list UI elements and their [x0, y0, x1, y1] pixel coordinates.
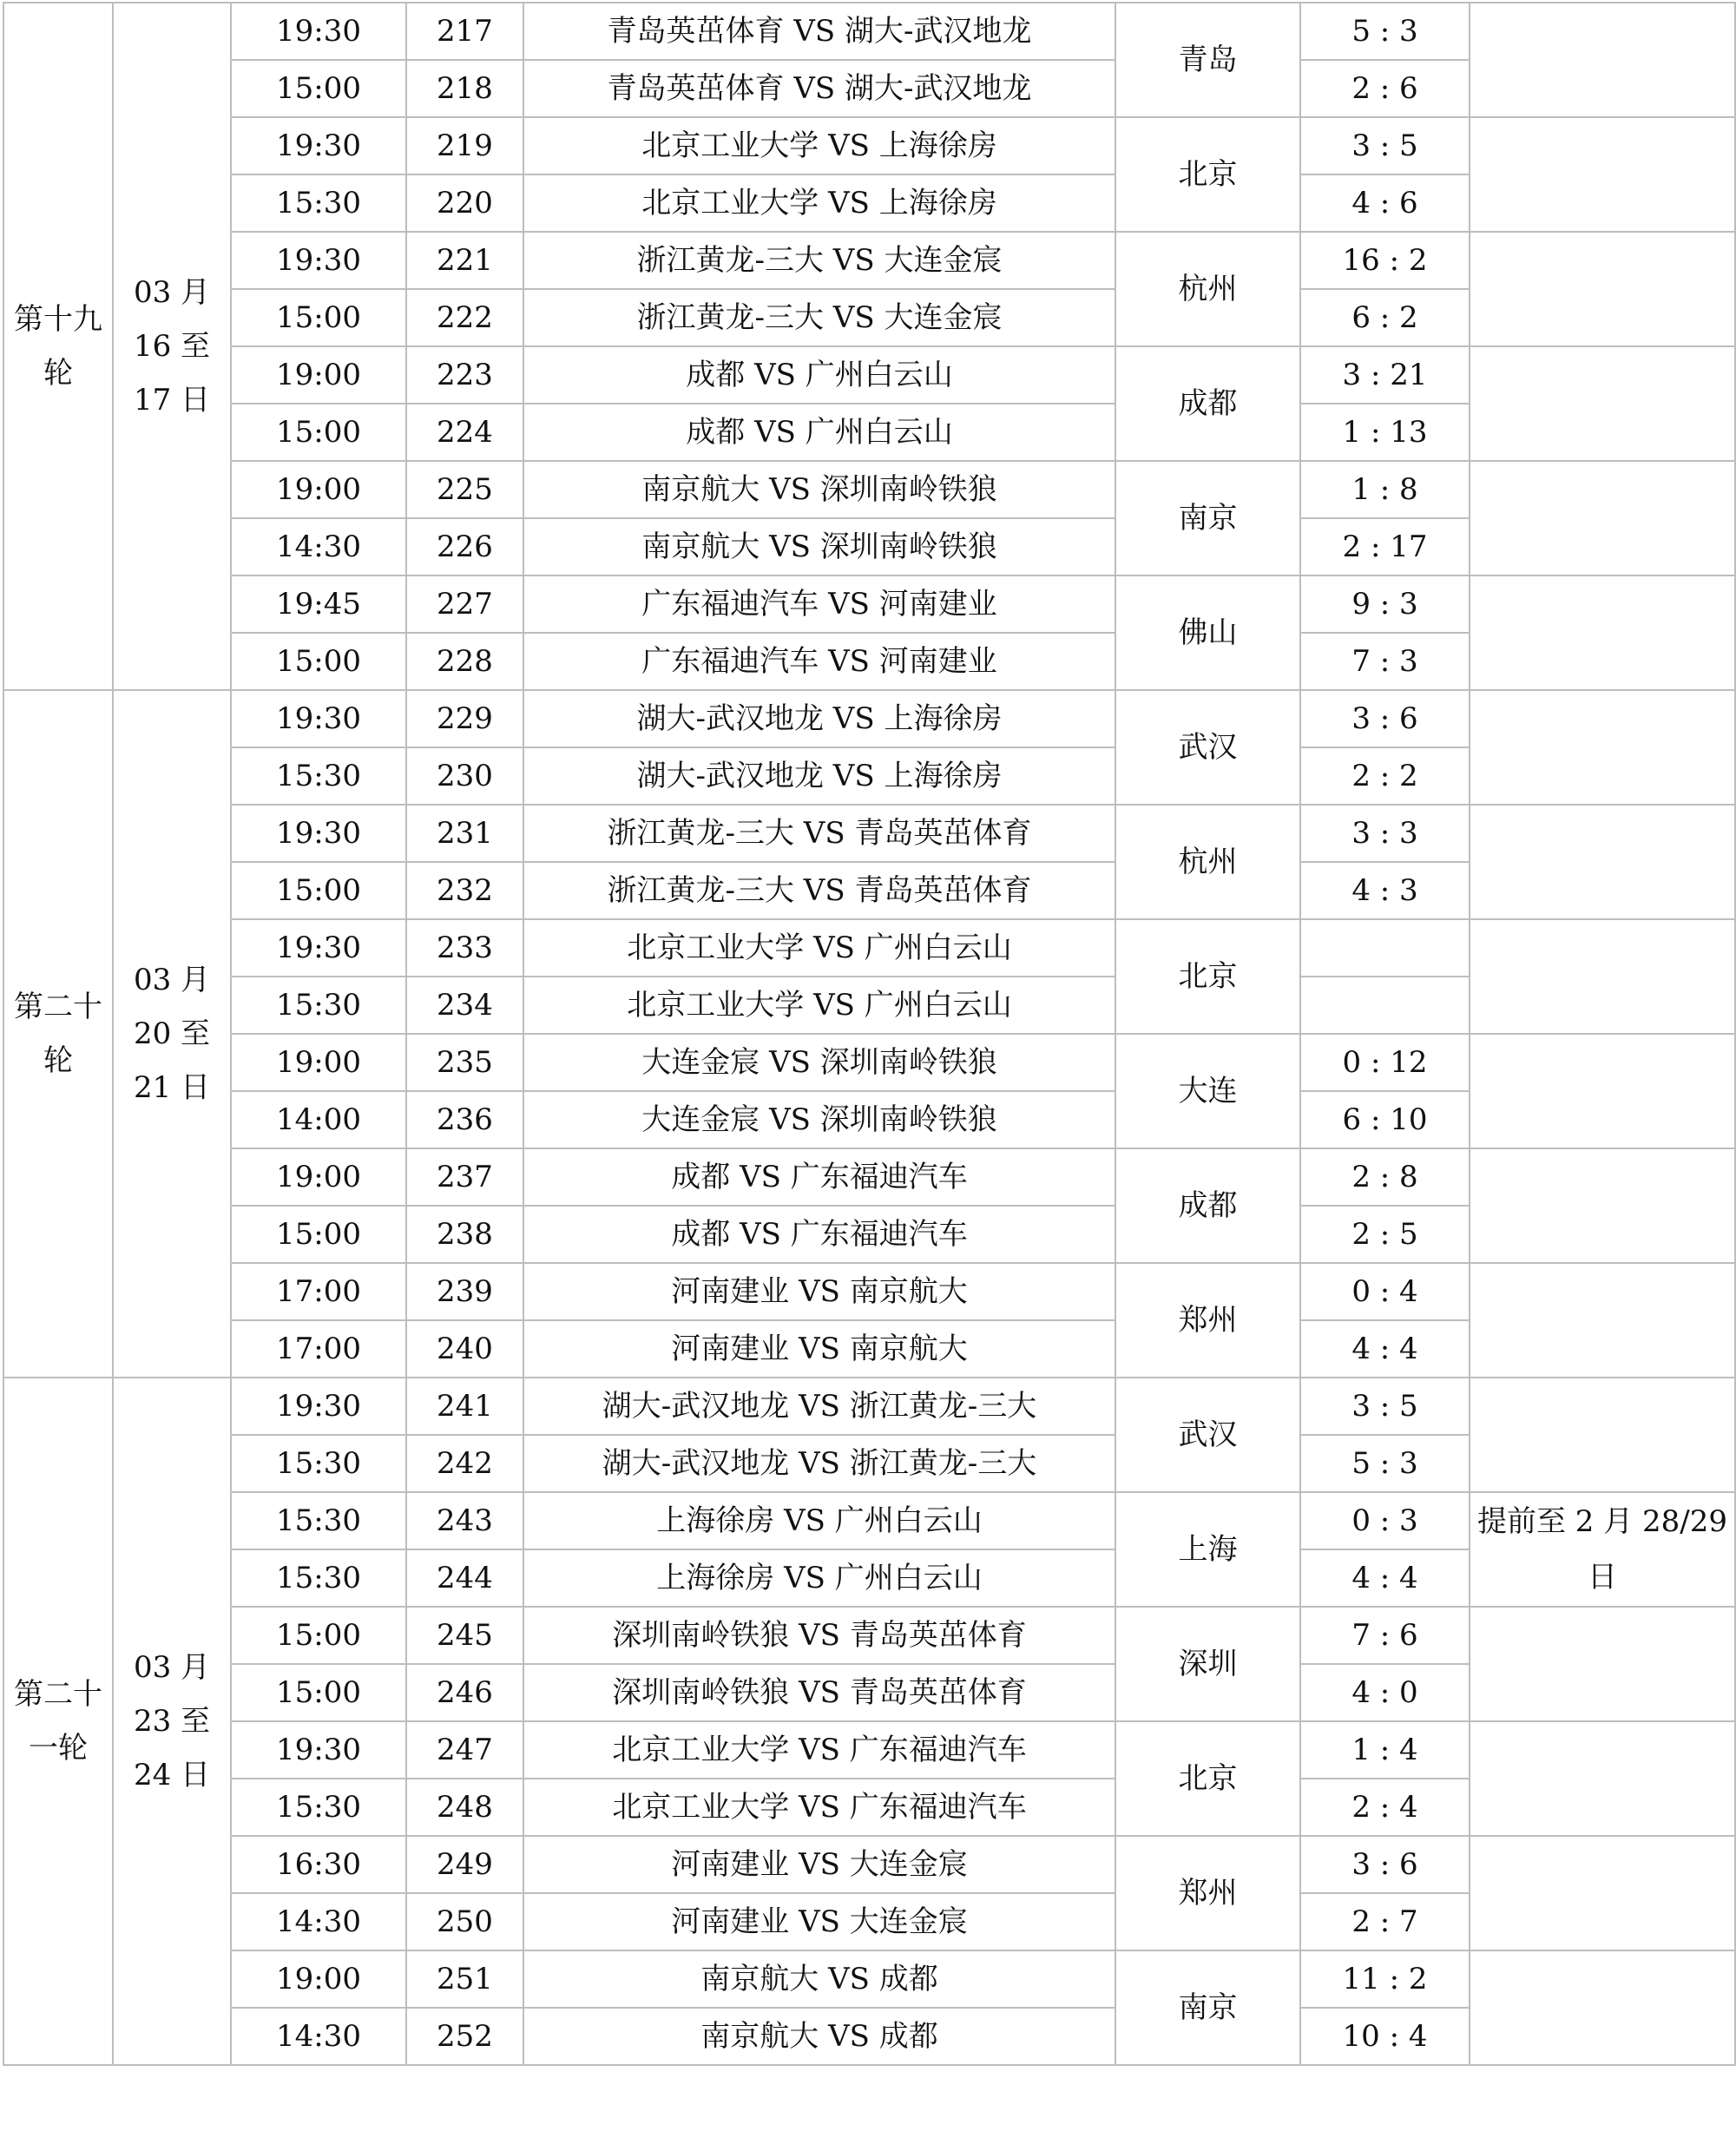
- matchup: 广东福迪汽车 VS 河南建业: [524, 634, 1116, 691]
- match-number: 219: [407, 118, 524, 175]
- matchup: 广东福迪汽车 VS 河南建业: [524, 576, 1116, 634]
- match-number: 249: [407, 1837, 524, 1894]
- matchup: 河南建业 VS 大连金宸: [524, 1837, 1116, 1894]
- venue: 佛山: [1116, 576, 1301, 691]
- score: 7 : 6: [1301, 1608, 1470, 1665]
- matchup: 北京工业大学 VS 上海徐房: [524, 118, 1116, 175]
- score: [1301, 920, 1470, 977]
- score: 5 : 3: [1301, 3, 1470, 61]
- match-time: 19:30: [232, 691, 407, 748]
- match-time: 15:00: [232, 404, 407, 462]
- score: 4 : 0: [1301, 1665, 1470, 1722]
- matchup: 深圳南岭铁狼 VS 青岛英茁体育: [524, 1665, 1116, 1722]
- matchup: 成都 VS 广东福迪汽车: [524, 1207, 1116, 1264]
- score: 6 : 2: [1301, 290, 1470, 347]
- score: 4 : 4: [1301, 1321, 1470, 1378]
- table-row: [4, 3, 1736, 61]
- match-number: 242: [407, 1436, 524, 1493]
- matchup: 湖大-武汉地龙 VS 上海徐房: [524, 691, 1116, 748]
- score: 2 : 7: [1301, 1894, 1470, 1951]
- round-label: 第十九轮: [4, 3, 114, 691]
- table-row: [4, 1951, 1736, 2009]
- matchup: 河南建业 VS 大连金宸: [524, 1894, 1116, 1951]
- match-time: 19:30: [232, 3, 407, 61]
- note: [1470, 1722, 1736, 1837]
- venue: 郑州: [1116, 1264, 1301, 1378]
- match-time: 19:00: [232, 1035, 407, 1092]
- score: 2 : 6: [1301, 61, 1470, 118]
- match-time: 19:30: [232, 806, 407, 863]
- match-time: 15:30: [232, 175, 407, 233]
- match-time: 19:00: [232, 462, 407, 519]
- matchup: 北京工业大学 VS 上海徐房: [524, 175, 1116, 233]
- score: 4 : 4: [1301, 1550, 1470, 1608]
- table-row: [4, 1493, 1736, 1550]
- matchup: 大连金宸 VS 深圳南岭铁狼: [524, 1035, 1116, 1092]
- match-time: 15:00: [232, 1608, 407, 1665]
- match-time: 15:30: [232, 1779, 407, 1837]
- score: 2 : 4: [1301, 1779, 1470, 1837]
- match-time: 19:30: [232, 1378, 407, 1436]
- match-time: 14:30: [232, 2009, 407, 2066]
- match-time: 17:00: [232, 1264, 407, 1321]
- match-time: 19:45: [232, 576, 407, 634]
- round-dates: 03 月 20 至 21 日: [114, 691, 232, 1378]
- score: 3 : 6: [1301, 691, 1470, 748]
- matchup: 浙江黄龙-三大 VS 大连金宸: [524, 233, 1116, 290]
- matchup: 湖大-武汉地龙 VS 上海徐房: [524, 748, 1116, 806]
- table-row: [4, 347, 1736, 404]
- match-time: 19:00: [232, 1149, 407, 1207]
- match-number: 241: [407, 1378, 524, 1436]
- match-number: 234: [407, 977, 524, 1035]
- match-number: 217: [407, 3, 524, 61]
- match-number: 236: [407, 1092, 524, 1149]
- note: [1470, 691, 1736, 806]
- match-number: 226: [407, 519, 524, 576]
- note: [1470, 1378, 1736, 1493]
- score: 0 : 3: [1301, 1493, 1470, 1550]
- match-time: 15:30: [232, 1550, 407, 1608]
- note: [1470, 576, 1736, 691]
- match-number: 238: [407, 1207, 524, 1264]
- match-time: 15:30: [232, 977, 407, 1035]
- matchup: 湖大-武汉地龙 VS 浙江黄龙-三大: [524, 1436, 1116, 1493]
- note: [1470, 1035, 1736, 1149]
- venue: 上海: [1116, 1493, 1301, 1608]
- match-time: 14:30: [232, 519, 407, 576]
- score: 3 : 21: [1301, 347, 1470, 404]
- note: [1470, 1264, 1736, 1378]
- table-row: [4, 806, 1736, 863]
- venue: 大连: [1116, 1035, 1301, 1149]
- match-number: 251: [407, 1951, 524, 2009]
- note: [1470, 1608, 1736, 1722]
- note: [1470, 3, 1736, 118]
- note: [1470, 118, 1736, 233]
- match-number: 245: [407, 1608, 524, 1665]
- match-number: 229: [407, 691, 524, 748]
- match-number: 218: [407, 61, 524, 118]
- score: 7 : 3: [1301, 634, 1470, 691]
- match-time: 16:30: [232, 1837, 407, 1894]
- note: [1470, 462, 1736, 576]
- table-row: [4, 1722, 1736, 1779]
- match-number: 233: [407, 920, 524, 977]
- score: 16 : 2: [1301, 233, 1470, 290]
- matchup: 深圳南岭铁狼 VS 青岛英茁体育: [524, 1608, 1116, 1665]
- table-row: [4, 691, 1736, 748]
- match-number: 237: [407, 1149, 524, 1207]
- score: 1 : 4: [1301, 1722, 1470, 1779]
- table-row: [4, 118, 1736, 175]
- match-time: 15:00: [232, 61, 407, 118]
- round-label: 第二十一轮: [4, 1378, 114, 2066]
- table-row: [4, 576, 1736, 634]
- match-time: 19:30: [232, 1722, 407, 1779]
- match-number: 223: [407, 347, 524, 404]
- venue: 武汉: [1116, 1378, 1301, 1493]
- score: [1301, 977, 1470, 1035]
- schedule-table: [3, 2, 1736, 2066]
- match-number: 224: [407, 404, 524, 462]
- match-time: 17:00: [232, 1321, 407, 1378]
- match-time: 15:30: [232, 1493, 407, 1550]
- match-time: 15:00: [232, 1207, 407, 1264]
- score: 9 : 3: [1301, 576, 1470, 634]
- score: 2 : 8: [1301, 1149, 1470, 1207]
- match-number: 252: [407, 2009, 524, 2066]
- table-row: [4, 462, 1736, 519]
- note: [1470, 920, 1736, 1035]
- matchup: 南京航大 VS 成都: [524, 1951, 1116, 2009]
- score: 3 : 6: [1301, 1837, 1470, 1894]
- matchup: 成都 VS 广州白云山: [524, 347, 1116, 404]
- score: 5 : 3: [1301, 1436, 1470, 1493]
- venue: 成都: [1116, 1149, 1301, 1264]
- match-time: 15:00: [232, 863, 407, 920]
- match-number: 246: [407, 1665, 524, 1722]
- venue: 青岛: [1116, 3, 1301, 118]
- score: 3 : 5: [1301, 1378, 1470, 1436]
- venue: 北京: [1116, 920, 1301, 1035]
- match-time: 15:00: [232, 634, 407, 691]
- match-time: 19:30: [232, 920, 407, 977]
- score: 2 : 2: [1301, 748, 1470, 806]
- table-row: [4, 1264, 1736, 1321]
- matchup: 北京工业大学 VS 广东福迪汽车: [524, 1779, 1116, 1837]
- match-number: 239: [407, 1264, 524, 1321]
- round-dates: 03 月 16 至 17 日: [114, 3, 232, 691]
- match-time: 19:30: [232, 233, 407, 290]
- note: [1470, 233, 1736, 347]
- matchup: 浙江黄龙-三大 VS 大连金宸: [524, 290, 1116, 347]
- table-row: [4, 1608, 1736, 1665]
- match-time: 15:30: [232, 748, 407, 806]
- matchup: 浙江黄龙-三大 VS 青岛英茁体育: [524, 863, 1116, 920]
- match-number: 250: [407, 1894, 524, 1951]
- matchup: 湖大-武汉地龙 VS 浙江黄龙-三大: [524, 1378, 1116, 1436]
- match-time: 15:30: [232, 1436, 407, 1493]
- table-row: [4, 920, 1736, 977]
- match-number: 247: [407, 1722, 524, 1779]
- matchup: 北京工业大学 VS 广州白云山: [524, 920, 1116, 977]
- venue: 南京: [1116, 462, 1301, 576]
- venue: 北京: [1116, 1722, 1301, 1837]
- match-number: 235: [407, 1035, 524, 1092]
- match-time: 15:00: [232, 1665, 407, 1722]
- matchup: 南京航大 VS 深圳南岭铁狼: [524, 462, 1116, 519]
- table-row: [4, 233, 1736, 290]
- venue: 北京: [1116, 118, 1301, 233]
- note: [1470, 1837, 1736, 1951]
- matchup: 北京工业大学 VS 广东福迪汽车: [524, 1722, 1116, 1779]
- score: 0 : 12: [1301, 1035, 1470, 1092]
- note: [1470, 1951, 1736, 2066]
- note: [1470, 347, 1736, 462]
- match-time: 19:30: [232, 118, 407, 175]
- venue: 杭州: [1116, 233, 1301, 347]
- table-row: [4, 1837, 1736, 1894]
- score: 1 : 13: [1301, 404, 1470, 462]
- note: [1470, 806, 1736, 920]
- score: 3 : 5: [1301, 118, 1470, 175]
- note: 提前至 2 月 28/29 日: [1470, 1493, 1736, 1608]
- table-row: [4, 1035, 1736, 1092]
- score: 11 : 2: [1301, 1951, 1470, 2009]
- matchup: 南京航大 VS 成都: [524, 2009, 1116, 2066]
- matchup: 上海徐房 VS 广州白云山: [524, 1493, 1116, 1550]
- match-time: 14:00: [232, 1092, 407, 1149]
- venue: 南京: [1116, 1951, 1301, 2066]
- matchup: 河南建业 VS 南京航大: [524, 1264, 1116, 1321]
- match-number: 231: [407, 806, 524, 863]
- matchup: 上海徐房 VS 广州白云山: [524, 1550, 1116, 1608]
- match-number: 240: [407, 1321, 524, 1378]
- matchup: 河南建业 VS 南京航大: [524, 1321, 1116, 1378]
- matchup: 青岛英茁体育 VS 湖大-武汉地龙: [524, 3, 1116, 61]
- match-time: 14:30: [232, 1894, 407, 1951]
- round-dates: 03 月 23 至 24 日: [114, 1378, 232, 2066]
- score: 0 : 4: [1301, 1264, 1470, 1321]
- matchup: 成都 VS 广东福迪汽车: [524, 1149, 1116, 1207]
- note: [1470, 1149, 1736, 1264]
- match-number: 221: [407, 233, 524, 290]
- round-label: 第二十轮: [4, 691, 114, 1378]
- score: 10 : 4: [1301, 2009, 1470, 2066]
- venue: 杭州: [1116, 806, 1301, 920]
- match-number: 244: [407, 1550, 524, 1608]
- score: 3 : 3: [1301, 806, 1470, 863]
- venue: 深圳: [1116, 1608, 1301, 1722]
- match-number: 230: [407, 748, 524, 806]
- match-number: 243: [407, 1493, 524, 1550]
- match-number: 220: [407, 175, 524, 233]
- match-number: 248: [407, 1779, 524, 1837]
- venue: 成都: [1116, 347, 1301, 462]
- table-row: [4, 1378, 1736, 1436]
- match-number: 232: [407, 863, 524, 920]
- match-time: 15:00: [232, 290, 407, 347]
- schedule-body: [4, 3, 1736, 2066]
- score: 2 : 17: [1301, 519, 1470, 576]
- score: 1 : 8: [1301, 462, 1470, 519]
- matchup: 浙江黄龙-三大 VS 青岛英茁体育: [524, 806, 1116, 863]
- venue: 武汉: [1116, 691, 1301, 806]
- score: 6 : 10: [1301, 1092, 1470, 1149]
- score: 4 : 3: [1301, 863, 1470, 920]
- matchup: 青岛英茁体育 VS 湖大-武汉地龙: [524, 61, 1116, 118]
- score: 2 : 5: [1301, 1207, 1470, 1264]
- match-number: 222: [407, 290, 524, 347]
- match-time: 19:00: [232, 1951, 407, 2009]
- table-row: [4, 1149, 1736, 1207]
- matchup: 大连金宸 VS 深圳南岭铁狼: [524, 1092, 1116, 1149]
- venue: 郑州: [1116, 1837, 1301, 1951]
- matchup: 成都 VS 广州白云山: [524, 404, 1116, 462]
- match-number: 225: [407, 462, 524, 519]
- match-number: 227: [407, 576, 524, 634]
- match-number: 228: [407, 634, 524, 691]
- match-time: 19:00: [232, 347, 407, 404]
- matchup: 北京工业大学 VS 广州白云山: [524, 977, 1116, 1035]
- matchup: 南京航大 VS 深圳南岭铁狼: [524, 519, 1116, 576]
- score: 4 : 6: [1301, 175, 1470, 233]
